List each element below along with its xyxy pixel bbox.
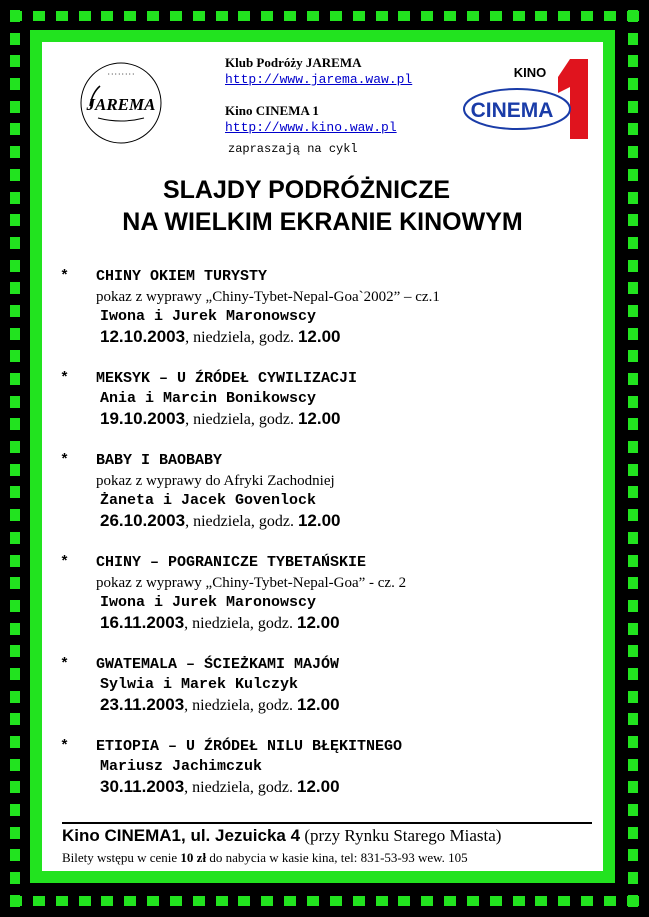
perforation-hole <box>628 827 638 839</box>
event-item <box>60 369 590 430</box>
event-title: MEKSYK – U ŹRÓDEŁ CYWILIZACJI <box>96 370 358 387</box>
film-perforations-left <box>10 10 21 907</box>
event-presenters: Sylwia i Marek Kulczyk <box>100 676 299 693</box>
perforation-hole <box>56 896 68 906</box>
event-date: 26.10.2003 <box>100 511 186 530</box>
perforation-hole <box>376 896 388 906</box>
perforation-hole <box>10 464 20 476</box>
cinema-name: Kino CINEMA 1 <box>225 103 319 118</box>
club-url-link[interactable]: http://www.jarema.waw.pl <box>225 72 413 87</box>
perforation-hole <box>10 713 20 725</box>
film-perforations-top <box>10 11 639 22</box>
perforation-hole <box>10 759 20 771</box>
event-day: , niedziela, godz. <box>185 513 298 530</box>
perforation-hole <box>353 11 365 21</box>
perforation-hole <box>124 11 136 21</box>
perforation-hole <box>284 896 296 906</box>
perforation-hole <box>79 11 91 21</box>
perforation-hole <box>10 668 20 680</box>
event-title: CHINY – POGRANICZE TYBETAŃSKIE <box>96 554 367 571</box>
ticket-price: 10 zł <box>180 850 207 865</box>
perforation-hole <box>10 532 20 544</box>
event-title: BABY I BAOBABY <box>96 452 223 469</box>
ticket-text: Bilety wstępu w cenie <box>62 850 181 865</box>
event-presenters: Mariusz Jachimczuk <box>100 758 263 775</box>
perforation-hole <box>33 11 45 21</box>
venue-line <box>62 826 501 846</box>
event-title: CHINY OKIEM TURYSTY <box>96 268 268 285</box>
event-subtitle: pokaz z wyprawy „Chiny-Tybet-Nepal-Goa`2002” – cz.1 <box>96 289 440 305</box>
event-bullet: * <box>60 738 70 755</box>
perforation-hole <box>330 896 342 906</box>
perforation-hole <box>216 896 228 906</box>
perforation-hole <box>170 11 182 21</box>
event-time: 12.00 <box>297 613 340 632</box>
perforation-hole <box>628 192 638 204</box>
event-bullet: * <box>60 656 70 673</box>
perforation-hole <box>101 896 113 906</box>
perforation-hole <box>10 33 20 45</box>
event-subtitle: pokaz z wyprawy „Chiny-Tybet-Nepal-Goa” - cz. 2 <box>96 575 407 591</box>
perforation-hole <box>10 486 20 498</box>
ticket-info <box>62 850 468 866</box>
event-presenters: Żaneta i Jacek Govenlock <box>100 492 317 509</box>
perforation-hole <box>490 896 502 906</box>
event-item <box>60 267 590 348</box>
perforation-hole <box>10 282 20 294</box>
perforation-hole <box>628 464 638 476</box>
film-perforations-right <box>628 10 639 907</box>
perforation-hole <box>261 896 273 906</box>
perforation-hole <box>628 691 638 703</box>
perforation-hole <box>147 896 159 906</box>
perforation-hole <box>147 11 159 21</box>
venue-note: (przy Rynku Starego Miasta) <box>300 826 502 845</box>
perforation-hole <box>10 872 20 884</box>
perforation-hole <box>193 896 205 906</box>
event-bullet: * <box>60 268 70 285</box>
perforation-hole <box>628 55 638 67</box>
event-presenters: Ania i Marcin Bonikowscy <box>100 390 317 407</box>
perforation-hole <box>490 11 502 21</box>
event-time: 12.00 <box>297 777 340 796</box>
perforation-hole <box>10 101 20 113</box>
perforation-hole <box>535 11 547 21</box>
event-bullet: * <box>60 554 70 571</box>
perforation-hole <box>10 214 20 226</box>
perforation-hole <box>628 146 638 158</box>
perforation-hole <box>628 849 638 861</box>
event-datetime <box>96 409 590 430</box>
perforation-hole <box>10 350 20 362</box>
perforation-hole <box>193 11 205 21</box>
event-date: 19.10.2003 <box>100 409 186 428</box>
event-time: 12.00 <box>297 695 340 714</box>
event-item <box>60 655 590 716</box>
perforation-hole <box>628 713 638 725</box>
perforation-hole <box>628 214 638 226</box>
perforation-hole <box>10 623 20 635</box>
perforation-hole <box>79 896 91 906</box>
perforation-hole <box>10 260 20 272</box>
perforation-hole <box>10 849 20 861</box>
event-time: 12.00 <box>297 327 341 346</box>
perforation-hole <box>10 328 20 340</box>
perforation-hole <box>628 872 638 884</box>
event-presenters: Iwona i Jurek Maronowscy <box>100 308 317 325</box>
perforation-hole <box>10 736 20 748</box>
perforation-hole <box>628 645 638 657</box>
perforation-hole <box>238 11 250 21</box>
event-date: 12.10.2003 <box>100 327 186 346</box>
footer-divider <box>62 822 592 824</box>
perforation-hole <box>10 418 20 430</box>
perforation-hole <box>398 11 410 21</box>
event-datetime <box>96 613 590 634</box>
svg-text:KINO: KINO <box>513 65 547 80</box>
perforation-hole <box>628 33 638 45</box>
perforation-hole <box>10 509 20 521</box>
perforation-hole <box>628 78 638 90</box>
perforation-hole <box>10 895 20 907</box>
poster-title-line1: SLAJDY PODRÓŻNICZE <box>162 176 451 204</box>
perforation-hole <box>56 11 68 21</box>
venue-address: Kino CINEMA1, ul. Jezuicka 4 <box>62 826 301 845</box>
event-datetime <box>96 777 590 798</box>
perforation-hole <box>628 373 638 385</box>
perforation-hole <box>10 555 20 567</box>
perforation-hole <box>444 896 456 906</box>
perforation-hole <box>284 11 296 21</box>
perforation-hole <box>628 282 638 294</box>
perforation-hole <box>467 896 479 906</box>
poster-title-line2: NA WIELKIM EKRANIE KINOWYM <box>122 208 523 236</box>
perforation-hole <box>10 577 20 589</box>
perforation-hole <box>10 123 20 135</box>
perforation-hole <box>10 600 20 612</box>
perforation-hole <box>421 896 433 906</box>
perforation-hole <box>628 895 638 907</box>
event-subtitle: pokaz z wyprawy do Afryki Zachodniej <box>96 473 335 489</box>
perforation-hole <box>628 759 638 771</box>
event-bullet: * <box>60 370 70 387</box>
perforation-hole <box>513 896 525 906</box>
perforation-hole <box>628 123 638 135</box>
perforation-hole <box>628 441 638 453</box>
perforation-hole <box>421 11 433 21</box>
event-item <box>60 737 590 798</box>
perforation-hole <box>628 396 638 408</box>
film-perforations-bottom <box>10 896 639 907</box>
event-list <box>60 267 590 819</box>
perforation-hole <box>10 305 20 317</box>
event-day: , niedziela, godz. <box>185 329 298 346</box>
perforation-hole <box>628 350 638 362</box>
perforation-hole <box>10 804 20 816</box>
event-title: ETIOPIA – U ŹRÓDEŁ NILU BŁĘKITNEGO <box>96 738 403 755</box>
svg-text:JAREMA: JAREMA <box>86 95 156 114</box>
perforation-hole <box>628 486 638 498</box>
perforation-hole <box>10 373 20 385</box>
perforation-hole <box>628 328 638 340</box>
perforation-hole <box>628 10 638 22</box>
perforation-hole <box>535 896 547 906</box>
perforation-hole <box>628 555 638 567</box>
perforation-hole <box>10 55 20 67</box>
jarema-logo <box>78 60 164 146</box>
perforation-hole <box>101 11 113 21</box>
event-date: 30.11.2003 <box>100 777 185 796</box>
perforation-hole <box>307 11 319 21</box>
perforation-hole <box>170 896 182 906</box>
perforation-hole <box>307 896 319 906</box>
perforation-hole <box>604 896 616 906</box>
perforation-hole <box>261 11 273 21</box>
perforation-hole <box>467 11 479 21</box>
club-name: Klub Podróży JAREMA <box>225 55 362 70</box>
perforation-hole <box>10 78 20 90</box>
perforation-hole <box>10 192 20 204</box>
perforation-hole <box>628 600 638 612</box>
event-presenters: Iwona i Jurek Maronowscy <box>100 594 317 611</box>
perforation-hole <box>628 237 638 249</box>
perforation-hole <box>628 509 638 521</box>
perforation-hole <box>376 11 388 21</box>
perforation-hole <box>10 441 20 453</box>
perforation-hole <box>581 11 593 21</box>
perforation-hole <box>10 396 20 408</box>
perforation-hole <box>353 896 365 906</box>
perforation-hole <box>10 10 20 22</box>
perforation-hole <box>558 11 570 21</box>
perforation-hole <box>604 11 616 21</box>
event-date: 23.11.2003 <box>100 695 185 714</box>
perforation-hole <box>581 896 593 906</box>
perforation-hole <box>10 237 20 249</box>
perforation-hole <box>513 11 525 21</box>
perforation-hole <box>10 781 20 793</box>
perforation-hole <box>10 146 20 158</box>
perforation-hole <box>10 169 20 181</box>
perforation-hole <box>398 896 410 906</box>
event-datetime <box>96 695 590 716</box>
event-bullet: * <box>60 452 70 469</box>
ticket-contact: do nabycia w kasie kina, tel: 831-53-93 wew. 105 <box>206 850 468 865</box>
perforation-hole <box>628 577 638 589</box>
perforation-hole <box>444 11 456 21</box>
perforation-hole <box>628 668 638 680</box>
event-day: , niedziela, godz. <box>184 697 297 714</box>
perforation-hole <box>216 11 228 21</box>
cinema-url-link[interactable]: http://www.kino.waw.pl <box>225 120 397 135</box>
perforation-hole <box>628 305 638 317</box>
perforation-hole <box>238 896 250 906</box>
perforation-hole <box>10 691 20 703</box>
perforation-hole <box>628 260 638 272</box>
event-item <box>60 451 590 532</box>
invite-text: zapraszają na cykl <box>228 142 358 156</box>
perforation-hole <box>628 169 638 181</box>
perforation-hole <box>628 804 638 816</box>
event-datetime <box>96 511 590 532</box>
cinema1-logo <box>462 57 592 142</box>
perforation-hole <box>33 896 45 906</box>
event-title: GWATEMALA – ŚCIEŻKAMI MAJÓW <box>96 656 340 673</box>
event-day: , niedziela, godz. <box>184 779 297 796</box>
perforation-hole <box>628 418 638 430</box>
perforation-hole <box>124 896 136 906</box>
poster-content <box>42 42 603 871</box>
perforation-hole <box>628 532 638 544</box>
perforation-hole <box>628 736 638 748</box>
perforation-hole <box>330 11 342 21</box>
perforation-hole <box>558 896 570 906</box>
event-day: , niedziela, godz. <box>185 411 298 428</box>
perforation-hole <box>10 827 20 839</box>
event-day: , niedziela, godz. <box>184 615 297 632</box>
event-time: 12.00 <box>297 511 341 530</box>
perforation-hole <box>10 645 20 657</box>
event-item <box>60 553 590 634</box>
svg-text:CINEMA: CINEMA <box>470 99 554 122</box>
event-datetime <box>96 327 590 348</box>
svg-text:· · · · · · · ·: · · · · · · · · <box>107 72 135 78</box>
event-time: 12.00 <box>297 409 341 428</box>
perforation-hole <box>628 101 638 113</box>
perforation-hole <box>628 623 638 635</box>
perforation-hole <box>628 781 638 793</box>
organizers <box>225 54 412 136</box>
event-date: 16.11.2003 <box>100 613 185 632</box>
